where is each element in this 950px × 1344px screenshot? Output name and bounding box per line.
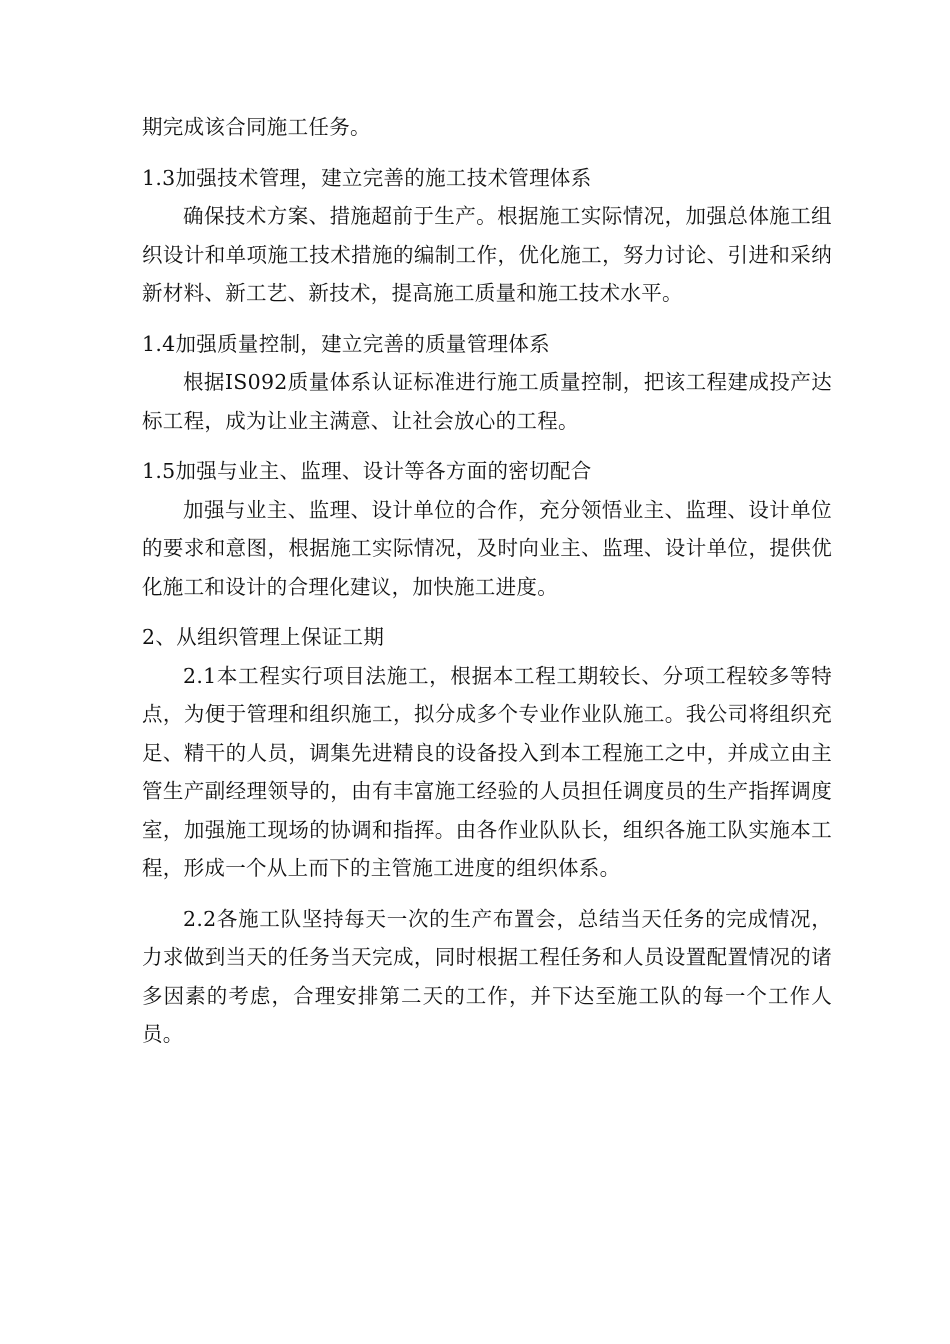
- paragraph-1-4: 根据IS092质量体系认证标准进行施工质量控制，把该工程建成投产达标工程，成为让业主满意、让社会放心的工程。: [142, 370, 832, 433]
- paragraph-continuation: 期完成该合同施工任务。: [142, 115, 371, 139]
- section-heading-1-4: 1.4加强质量控制，建立完善的质量管理体系: [142, 331, 550, 356]
- paragraph-2-2: 2.2各施工队坚持每天一次的生产布置会，总结当天任务的完成情况，力求做到当天的任务当天完成，同时根据工程任务和人员设置配置情况的诸多因素的考虑，合理安排第二天的工作，并下达至施工队的每一个工作人员。: [142, 906, 832, 1046]
- document-body: [142, 108, 832, 1054]
- paragraph-1-5: 加强与业主、监理、设计单位的合作，充分领悟业主、监理、设计单位的要求和意图，根据施工实际情况，及时向业主、监理、设计单位，提供优化施工和设计的合理化建议，加快施工进度。: [142, 497, 832, 599]
- section-heading-1-3: 1.3加强技术管理，建立完善的施工技术管理体系: [142, 165, 592, 190]
- paragraph-1-3: 确保技术方案、措施超前于生产。根据施工实际情况，加强总体施工组织设计和单项施工技术措施的编制工作，优化施工，努力讨论、引进和采纳新材料、新工艺、新技术，提高施工质量和施工技术水平。: [142, 204, 832, 305]
- paragraph-2-1: 2.1本工程实行项目法施工，根据本工程工期较长、分项工程较多等特点，为便于管理和组织施工，拟分成多个专业作业队施工。我公司将组织充足、精干的人员，调集先进精良的设备投入到本工程施工之中，并成立由主管生产副经理领导的，由有丰富施工经验的人员担任调度员的生产指挥调度室，加强施工现场的协调和指挥。由各作业队队长，组织各施工队实施本工程，形成一个从上而下的主管施工进度的组织体系。: [142, 663, 832, 880]
- section-heading-1-5: 1.5加强与业主、监理、设计等各方面的密切配合: [142, 459, 592, 483]
- section-heading-2: 2、从组织管理上保证工期: [142, 625, 385, 649]
